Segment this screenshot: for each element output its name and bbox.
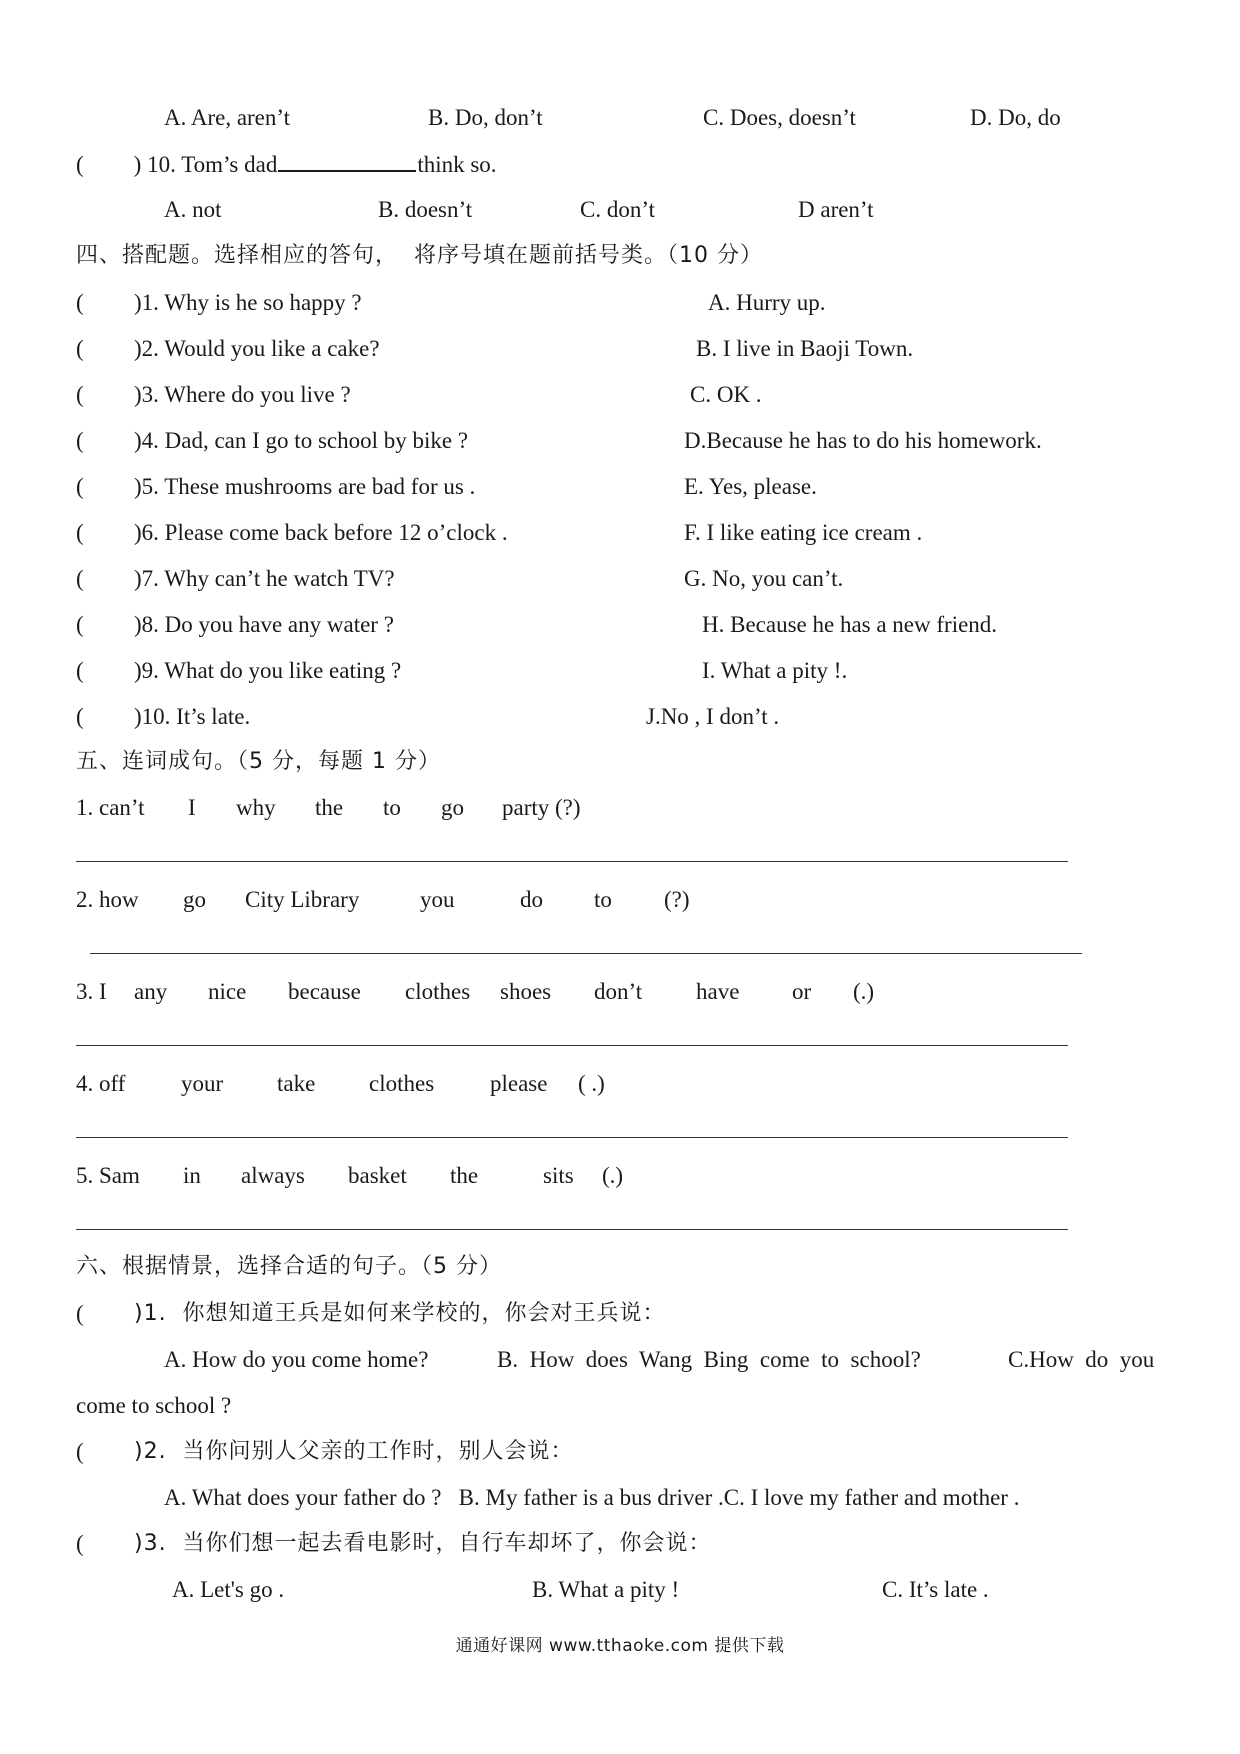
s6-q1-option-a: A. How do you come home? [164,1347,429,1372]
q10-text-before: Tom’s dad [181,152,278,177]
s4-answer-e: E. Yes, please. [684,474,817,499]
s6-q3-option-a: A. Let's go . [172,1577,285,1602]
s4-answer-h: H. Because he has a new friend. [702,612,998,637]
s6-question-1: )1. 你想知道王兵是如何来学校的，你会对王兵说： [134,1301,666,1326]
q10-text-after: think so. [417,152,497,177]
answer-line[interactable] [76,861,1068,862]
word: 5. Sam [76,1163,140,1188]
word: always [241,1163,305,1188]
paren-open: ( [76,290,84,315]
s4-question-2: )2. Would you like a cake? [134,336,380,361]
s4-question-5: )5. These mushrooms are bad for us . [134,474,476,499]
q9-option-b: B. Do, don’t [428,105,543,130]
answer-line[interactable] [76,1229,1068,1230]
answer-line[interactable] [90,953,1082,954]
word: why [236,795,276,820]
word: 1. can’t [76,795,145,820]
word: (.) [853,979,875,1004]
s4-answer-j: J.No , I don’t . [646,704,780,729]
word: any [134,979,168,1004]
s4-answer-f: F. I like eating ice cream . [684,520,923,545]
q9-option-a: A. Are, aren’t [164,105,291,130]
answer-line[interactable] [76,1137,1068,1138]
paren-open: ( [76,428,84,453]
paren-open: ( [76,474,84,499]
s6-q1-option-c-cont: come to school ? [76,1393,232,1418]
s4-answer-a: A. Hurry up. [708,290,826,315]
s6-q1-option-b: B. How does Wang Bing come to school? [497,1347,921,1372]
paren-open: ( [76,1301,84,1326]
q10-option-b: B. doesn’t [378,197,473,222]
s4-question-7: )7. Why can’t he watch TV? [134,566,395,591]
q10-paren-open: ( [76,152,84,177]
word: 3. I [76,979,107,1004]
word: party (?) [502,795,581,820]
s4-answer-g: G. No, you can’t. [684,566,844,591]
section5-heading: 五、连词成句。（5 分，每题 1 分） [76,749,441,774]
s6-q1-option-c: C.How do you [1008,1347,1155,1372]
word: in [183,1163,201,1188]
s6-question-3: )3. 当你们想一起去看电影时，自行车却坏了，你会说： [134,1531,712,1556]
word: (.) [602,1163,624,1188]
paren-open: ( [76,566,84,591]
word: the [315,795,344,820]
word: your [181,1071,224,1096]
paren-open: ( [76,612,84,637]
paren-open: ( [76,336,84,361]
s4-answer-c: C. OK . [690,382,762,407]
word: clothes [405,979,471,1004]
word: or [792,979,812,1004]
q10-option-c: C. don’t [580,197,655,222]
word: basket [348,1163,407,1188]
footer-credit: 通通好课网 www.tthaoke.com 提供下载 [455,1636,785,1656]
q10-option-a: A. not [164,197,222,222]
paren-open: ( [76,1439,84,1464]
paren-open: ( [76,1531,84,1556]
word: nice [208,979,247,1004]
word: to [383,795,401,820]
word: please [490,1071,548,1096]
s4-question-10: )10. It’s late. [134,704,251,729]
answer-blank[interactable] [278,150,416,172]
word: shoes [500,979,552,1004]
q10-question [76,150,497,179]
s4-answer-i: I. What a pity !. [702,658,848,683]
paren-open: ( [76,520,84,545]
s4-question-4: )4. Dad, can I go to school by bike ? [134,428,469,453]
s6-q2-options: A. What does your father do ? B. My father is a bus driver .C. I love my father and mother . [164,1485,1020,1510]
section4-heading: 四、搭配题。选择相应的答句， 将序号填在题前括号类。（10 分） [76,243,763,268]
word: because [288,979,361,1004]
q10-paren-close: ) [133,152,142,177]
word: City Library [245,887,360,912]
paren-open: ( [76,382,84,407]
word: you [420,887,455,912]
q10-option-d: D aren’t [798,197,874,222]
paren-open: ( [76,704,84,729]
s6-q3-option-c: C. It’s late . [882,1577,989,1602]
s6-q3-option-b: B. What a pity ! [532,1577,680,1602]
word: don’t [594,979,643,1004]
s4-answer-b: B. I live in Baoji Town. [696,336,914,361]
word: go [441,795,464,820]
answer-line[interactable] [76,1045,1068,1046]
section6-heading: 六、根据情景，选择合适的句子。（5 分） [76,1254,502,1279]
q9-option-c: C. Does, doesn’t [703,105,856,130]
word: the [450,1163,479,1188]
q9-option-d: D. Do, do [970,105,1061,130]
word: to [594,887,612,912]
word: ( .) [578,1071,605,1096]
word: go [183,887,206,912]
s4-question-9: )9. What do you like eating ? [134,658,402,683]
word: I [188,795,196,820]
s4-question-6: )6. Please come back before 12 o’clock . [134,520,508,545]
word: sits [543,1163,574,1188]
word: 2. how [76,887,139,912]
word: take [277,1071,316,1096]
word: have [696,979,740,1004]
word: clothes [369,1071,435,1096]
q10-number: 10. [147,152,176,177]
word: 4. off [76,1071,126,1096]
word: (?) [664,887,690,912]
s4-question-8: )8. Do you have any water ? [134,612,394,637]
s4-answer-d: D.Because he has to do his homework. [684,428,1042,453]
paren-open: ( [76,658,84,683]
s4-question-1: )1. Why is he so happy ? [134,290,362,315]
word: do [520,887,543,912]
s4-question-3: )3. Where do you live ? [134,382,351,407]
s6-question-2: )2. 当你问别人父亲的工作时，别人会说： [134,1439,574,1464]
